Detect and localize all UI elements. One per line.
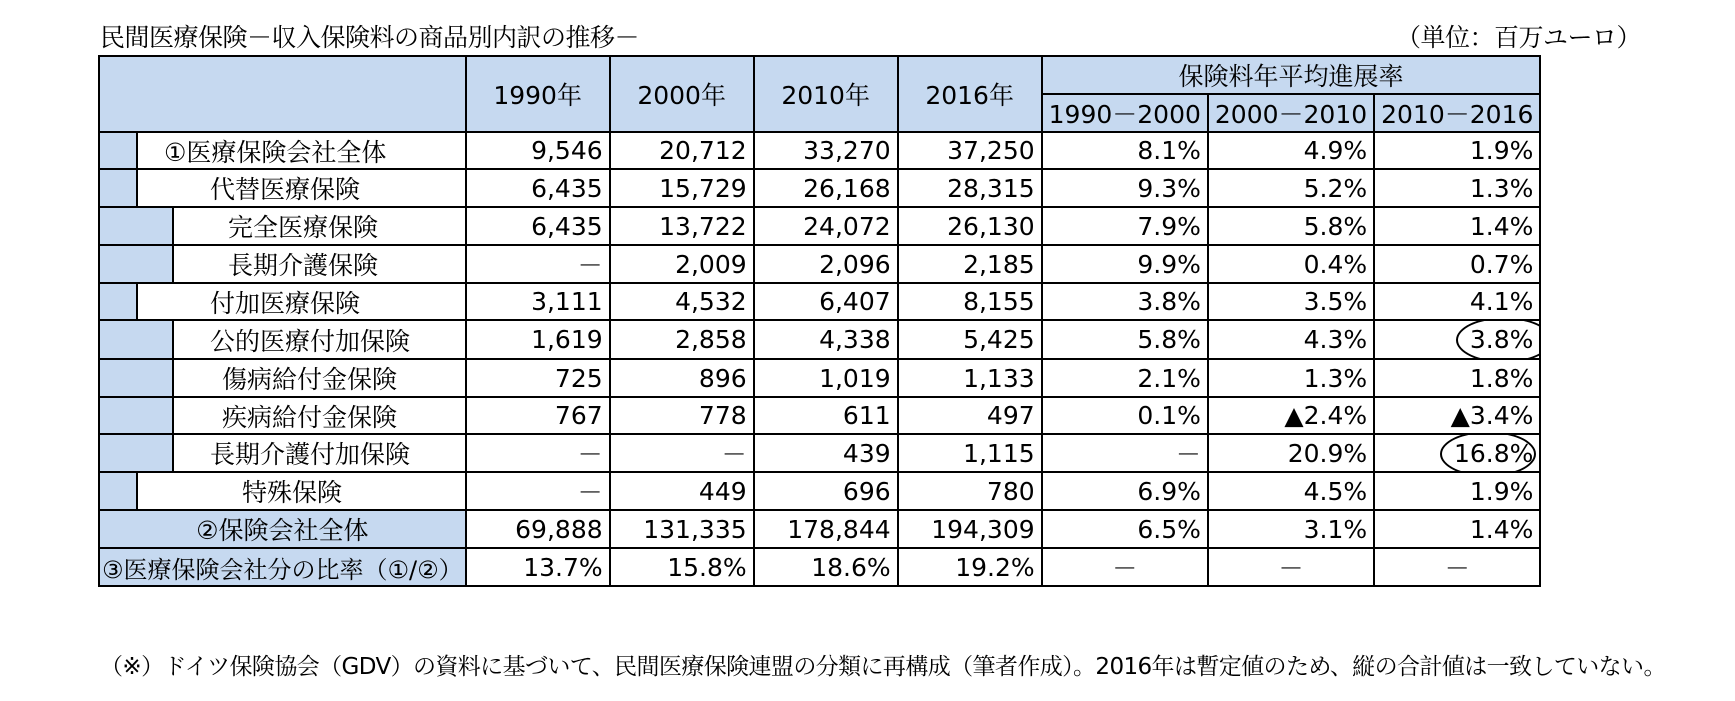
value-1990: 13.7%	[466, 548, 610, 586]
value-1990: 767	[466, 397, 610, 434]
value-2010: 33,270	[754, 132, 898, 169]
value-2016: 28,315	[898, 169, 1042, 207]
value-2000: 15,729	[610, 169, 754, 207]
row-label: 傷病給付金保険	[99, 359, 466, 397]
table-row	[99, 132, 1540, 169]
row-label: 完全医療保険	[99, 207, 466, 245]
growth-2010-2016: 1.8%	[1374, 359, 1540, 397]
growth-1990-2000: 3.8%	[1042, 283, 1208, 320]
highlight-ellipse	[1456, 320, 1541, 359]
value-2000: 896	[610, 359, 754, 397]
value-2010: 26,168	[754, 169, 898, 207]
unit-label: （単位：百万ユーロ）	[1396, 23, 1642, 52]
row-label: 特殊保険	[99, 472, 466, 510]
value-2010: 24,072	[754, 207, 898, 245]
growth-2010-2016: 1.4%	[1374, 207, 1540, 245]
growth-2010-2016: －	[1374, 548, 1540, 586]
value-2000: －	[610, 434, 754, 472]
row-label: ①医療保険会社全体	[99, 132, 466, 169]
row-label: 公的医療付加保険	[99, 320, 466, 359]
value-1990: －	[466, 434, 610, 472]
value-1990: 6,435	[466, 207, 610, 245]
indent-bar	[100, 245, 138, 283]
indent-bar	[100, 359, 138, 397]
indent-bar	[136, 359, 174, 397]
table-row	[99, 434, 1540, 472]
table-row	[99, 397, 1540, 434]
header-year-2000: 2000年	[610, 56, 754, 132]
row-label: 長期介護保険	[99, 245, 466, 283]
table-row	[99, 320, 1540, 359]
value-2010: 178,844	[754, 510, 898, 548]
value-2016: 19.2%	[898, 548, 1042, 586]
value-2000: 20,712	[610, 132, 754, 169]
growth-2010-2016: 1.3%	[1374, 169, 1540, 207]
header-period-2000-2010: 2000－2010	[1208, 94, 1374, 132]
row-label: 代替医療保険	[99, 169, 466, 207]
circled-value: 16.8%	[1454, 439, 1533, 468]
table-row	[99, 359, 1540, 397]
header-year-1990: 1990年	[466, 56, 610, 132]
growth-2000-2010: 4.9%	[1208, 132, 1374, 169]
table-row	[99, 169, 1540, 207]
value-2010: 696	[754, 472, 898, 510]
table-row	[99, 207, 1540, 245]
growth-1990-2000: 5.8%	[1042, 320, 1208, 359]
growth-2010-2016: ▲3.4%	[1374, 397, 1540, 434]
value-2016: 5,425	[898, 320, 1042, 359]
value-2016: 780	[898, 472, 1042, 510]
value-2000: 2,009	[610, 245, 754, 283]
value-2000: 13,722	[610, 207, 754, 245]
indent-bar	[100, 472, 138, 510]
value-2000: 131,335	[610, 510, 754, 548]
value-2000: 15.8%	[610, 548, 754, 586]
value-2016: 1,115	[898, 434, 1042, 472]
growth-2010-2016: 1.9%	[1374, 132, 1540, 169]
value-1990: 69,888	[466, 510, 610, 548]
value-2016: 1,133	[898, 359, 1042, 397]
value-2010: 1,019	[754, 359, 898, 397]
table-row	[99, 510, 1540, 548]
value-2010: 439	[754, 434, 898, 472]
growth-1990-2000: －	[1042, 548, 1208, 586]
header-corner	[99, 56, 466, 132]
header-growth-rate: 保険料年平均進展率	[1042, 56, 1541, 94]
highlight-ellipse	[1440, 434, 1536, 472]
value-2010: 4,338	[754, 320, 898, 359]
value-2016: 8,155	[898, 283, 1042, 320]
value-2000: 2,858	[610, 320, 754, 359]
header-period-1990-2000: 1990－2000	[1042, 94, 1208, 132]
growth-2000-2010: 0.4%	[1208, 245, 1374, 283]
growth-1990-2000: 7.9%	[1042, 207, 1208, 245]
value-1990: 725	[466, 359, 610, 397]
growth-2000-2010: 1.3%	[1208, 359, 1374, 397]
growth-2010-2016: 4.1%	[1374, 283, 1540, 320]
growth-2000-2010: 5.8%	[1208, 207, 1374, 245]
row-label: ②保険会社全体	[99, 510, 466, 548]
growth-1990-2000: 9.3%	[1042, 169, 1208, 207]
growth-1990-2000: 6.9%	[1042, 472, 1208, 510]
growth-1990-2000: 6.5%	[1042, 510, 1208, 548]
indent-bar	[136, 207, 174, 245]
growth-1990-2000: －	[1042, 434, 1208, 472]
value-2016: 26,130	[898, 207, 1042, 245]
value-1990: 3,111	[466, 283, 610, 320]
value-2016: 497	[898, 397, 1042, 434]
growth-2000-2010: 5.2%	[1208, 169, 1374, 207]
indent-bar	[136, 397, 174, 434]
footnote: （※）ドイツ保険協会（GDV）の資料に基づいて、民間医療保険連盟の分類に再構成（筆者作成）。2016年は暫定値のため、縦の合計値は一致していない。	[100, 654, 1666, 680]
value-1990: 6,435	[466, 169, 610, 207]
indent-bar	[136, 434, 174, 472]
value-1990: 1,619	[466, 320, 610, 359]
growth-1990-2000: 9.9%	[1042, 245, 1208, 283]
growth-2010-2016	[1374, 320, 1540, 359]
value-2016: 37,250	[898, 132, 1042, 169]
growth-1990-2000: 0.1%	[1042, 397, 1208, 434]
header-period-2010-2016: 2010－2016	[1374, 94, 1540, 132]
growth-1990-2000: 2.1%	[1042, 359, 1208, 397]
table-row	[99, 283, 1540, 320]
value-2010: 6,407	[754, 283, 898, 320]
row-label: 疾病給付金保険	[99, 397, 466, 434]
indent-bar	[100, 397, 138, 434]
growth-2010-2016: 1.9%	[1374, 472, 1540, 510]
header-year-2016: 2016年	[898, 56, 1042, 132]
indent-bar	[100, 169, 138, 207]
growth-1990-2000: 8.1%	[1042, 132, 1208, 169]
growth-2000-2010: 3.5%	[1208, 283, 1374, 320]
value-2000: 778	[610, 397, 754, 434]
value-1990: －	[466, 245, 610, 283]
growth-2000-2010: 4.3%	[1208, 320, 1374, 359]
indent-bar	[136, 320, 174, 359]
premium-table	[98, 55, 1541, 587]
indent-bar	[136, 245, 174, 283]
header-year-2010: 2010年	[754, 56, 898, 132]
value-2010: 611	[754, 397, 898, 434]
indent-bar	[100, 434, 138, 472]
value-1990: 9,546	[466, 132, 610, 169]
value-2016: 2,185	[898, 245, 1042, 283]
circled-value: 3.8%	[1470, 325, 1534, 354]
row-label: 長期介護付加保険	[99, 434, 466, 472]
value-2010: 2,096	[754, 245, 898, 283]
table-row	[99, 245, 1540, 283]
table-title: 民間医療保険－収入保険料の商品別内訳の推移－	[100, 23, 640, 52]
growth-2000-2010: 20.9%	[1208, 434, 1374, 472]
indent-bar	[100, 207, 138, 245]
growth-2000-2010: ▲2.4%	[1208, 397, 1374, 434]
row-label: 付加医療保険	[99, 283, 466, 320]
indent-bar	[100, 320, 138, 359]
value-1990: －	[466, 472, 610, 510]
growth-2010-2016	[1374, 434, 1540, 472]
value-2016: 194,309	[898, 510, 1042, 548]
growth-2010-2016: 0.7%	[1374, 245, 1540, 283]
indent-bar	[100, 283, 138, 320]
indent-bar	[100, 132, 138, 169]
growth-2010-2016: 1.4%	[1374, 510, 1540, 548]
table-row	[99, 472, 1540, 510]
row-label: ③医療保険会社分の比率（①/②）	[99, 548, 466, 586]
table-row	[99, 548, 1540, 586]
value-2000: 4,532	[610, 283, 754, 320]
growth-2000-2010: 4.5%	[1208, 472, 1374, 510]
growth-2000-2010: －	[1208, 548, 1374, 586]
value-2000: 449	[610, 472, 754, 510]
value-2010: 18.6%	[754, 548, 898, 586]
growth-2000-2010: 3.1%	[1208, 510, 1374, 548]
